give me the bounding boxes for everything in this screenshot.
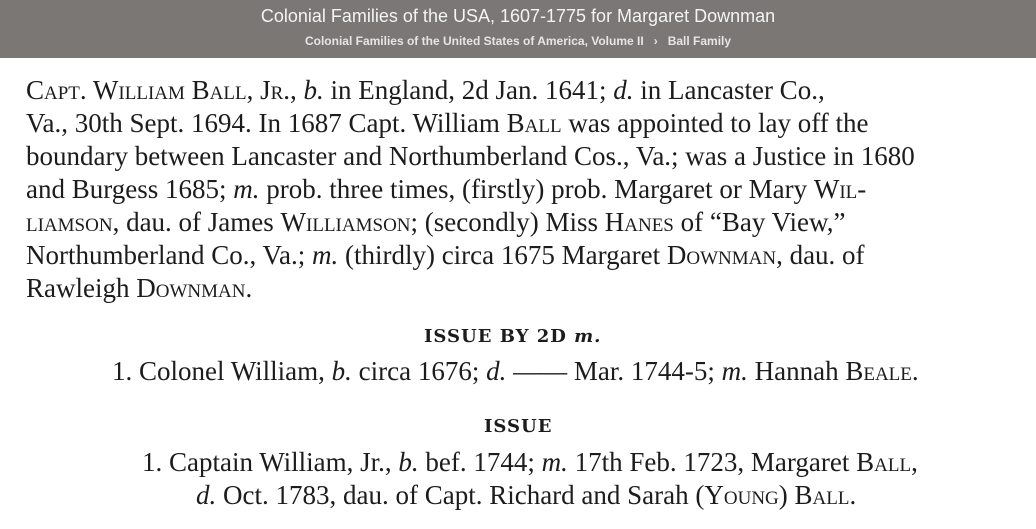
breadcrumb-separator-icon: › [653,34,658,48]
text-run: Va., 30th Sept. 1694. In 1687 Capt. William [26,108,507,138]
text-run: and Burgess 1685; [26,174,234,204]
text-run: ISSUE BY 2D [424,326,575,347]
abbrev-died: d. [613,75,634,105]
text-run: in Lancaster Co., [633,75,825,105]
text-run: . [245,273,253,303]
surname: Beale [845,356,912,386]
issue-entry-2-continuation [196,479,856,511]
text-run: ISSUE [484,416,553,437]
document-scan [0,58,1036,529]
header-bar [0,0,1036,58]
text-run: 17th Feb. 1723, Margaret [567,447,857,477]
paragraph-line-7 [26,272,252,304]
surname: Ball [506,108,562,138]
abbrev-married: m. [311,240,339,270]
surname: Ball [856,447,912,477]
issue-entry-1 [112,355,919,387]
text-run: (thirdly) circa 1675 Margaret [338,240,667,270]
abbrev-born: b. [331,356,352,386]
paragraph-line-2 [26,107,869,139]
paragraph-line-1 [26,74,825,106]
text-run: Oct. 1783, dau. of Capt. Richard and Sarah ( [216,480,705,510]
text-run: Hannah [747,356,846,386]
surname: Williamson [280,207,411,237]
text-run: in England, 2d Jan. 1641; [323,75,614,105]
abbrev-married: m. [574,326,602,347]
abbrev-married: m. [233,174,260,204]
abbrev-married: m. [541,447,568,477]
text-run: —— Mar. 1744-5; [506,356,722,386]
text-run: 1. Captain William, Jr., [142,447,399,477]
abbrev-died: d. [196,480,217,510]
text-run: circa 1676; [351,356,487,386]
breadcrumb-family-link[interactable]: Ball Family [667,34,732,48]
surname: Downman [136,273,246,303]
issue-entry-2 [142,446,918,478]
text-run: , [911,447,918,477]
paragraph-line-4 [26,173,866,205]
text-run: Northumberland Co., Va.; [26,240,312,270]
text-run: prob. three times, (firstly) prob. Margaret or Mary [259,174,814,204]
person-name: Capt. William Ball, Jr. [26,75,291,105]
text-run: bef. 1744; [418,447,542,477]
text-run: 1. Colonel William, [112,356,332,386]
surname: Downman [666,240,777,270]
text-run: was appointed to lay off the [561,108,869,138]
text-run: ; (secondly) Miss [410,207,605,237]
text-run: . [911,356,919,386]
section-heading-issue [484,416,552,438]
abbrev-married: m. [721,356,748,386]
text-run: . [849,480,857,510]
text-run: boundary between Lancaster and Northumberland Cos., Va.; was a Justice in 1680 [26,141,915,171]
surname: Hanes [604,207,674,237]
text-run: of “Bay View,” [673,207,846,237]
paragraph-line-3 [26,140,915,172]
text-run: , [290,75,304,105]
surname: Ball [794,480,850,510]
text-run: , dau. of [776,240,865,270]
page-title: Colonial Families of the USA, 1607-1775 for Margaret Downman [260,6,776,26]
surname: liamson [26,207,113,237]
abbrev-died: d. [486,356,507,386]
surname: Wil- [813,174,867,204]
abbrev-born: b. [303,75,324,105]
abbrev-born: b. [398,447,419,477]
text-run: , dau. of James [112,207,281,237]
paragraph-line-5 [26,206,845,238]
surname: Young [704,480,779,510]
text-run: Rawleigh [26,273,137,303]
breadcrumb-volume-link[interactable]: Colonial Families of the United States of America, Volume II [304,34,644,48]
breadcrumb [0,33,1036,49]
text-run: ) [778,480,795,510]
section-heading-issue-by-2d-m [424,326,601,348]
paragraph-line-6 [26,239,865,271]
